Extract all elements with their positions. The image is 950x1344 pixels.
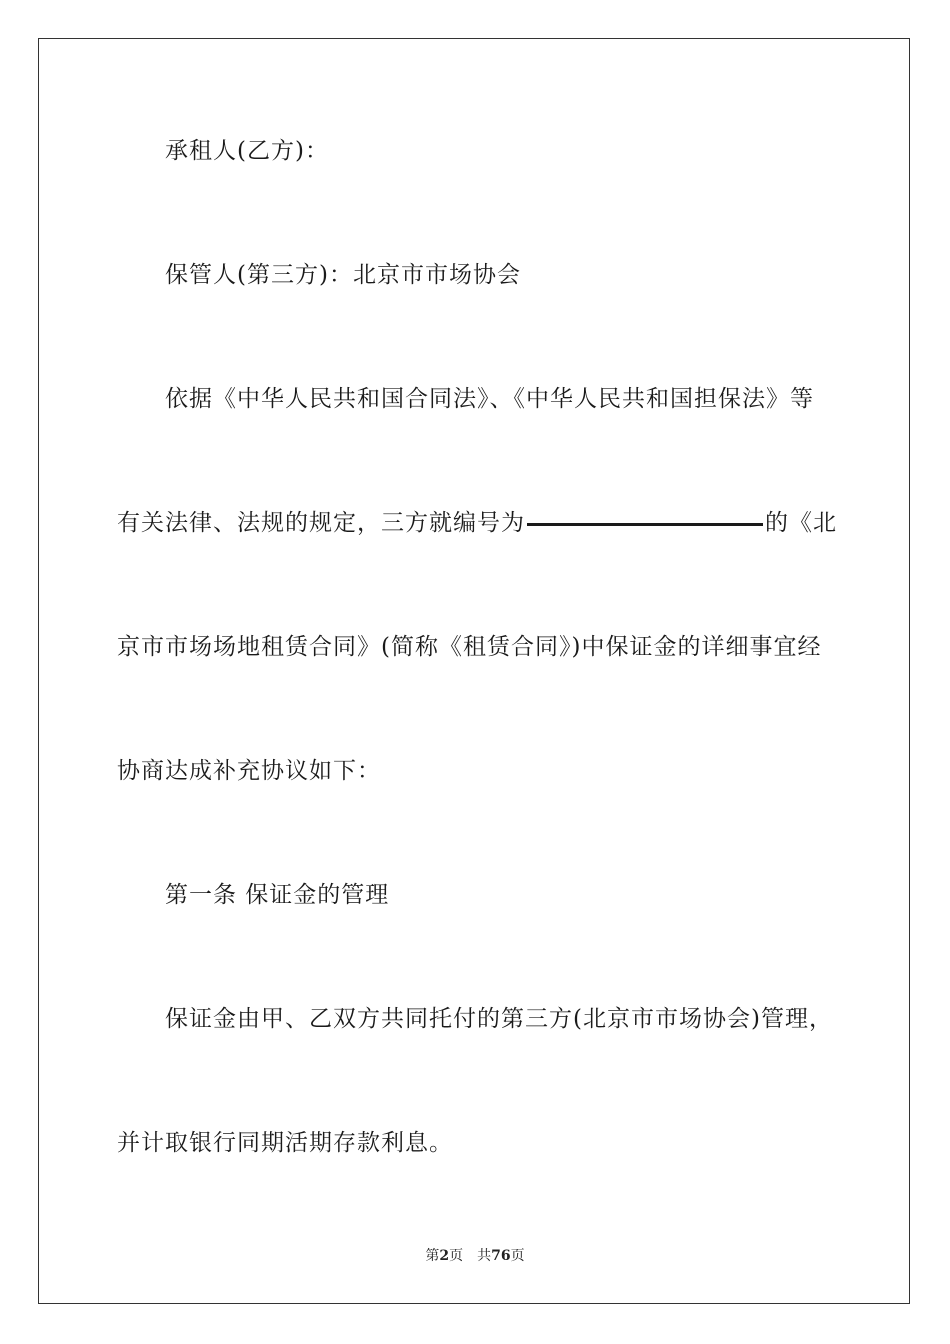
basis-paragraph-line-4: 协商达成补充协议如下： [117, 758, 381, 784]
basis-paragraph-line-2 [117, 508, 837, 538]
basis-paragraph-line-1: 依据《中华人民共和国合同法》、《中华人民共和国担保法》等 [165, 386, 814, 412]
article-1-title: 第一条 保证金的管理 [165, 882, 390, 908]
total-suffix: 页 [510, 1248, 525, 1264]
page-footer [0, 1246, 950, 1266]
custodian-line: 保管人(第三方)：北京市市场协会 [165, 262, 521, 288]
basis-line-2-prefix: 有关法律、法规的规定，三方就编号为 [117, 510, 525, 536]
page-prefix: 第 [425, 1248, 440, 1264]
article-1-line-2: 并计取银行同期活期存款利息。 [117, 1130, 453, 1156]
basis-line-2-suffix: 的《北 [765, 510, 837, 536]
lessee-line: 承租人(乙方)： [165, 138, 329, 164]
page-border [38, 38, 910, 1304]
total-prefix: 共 [477, 1248, 492, 1264]
basis-paragraph-line-3: 京市市场场地租赁合同》(简称《租赁合同》)中保证金的详细事宜经 [117, 634, 822, 660]
contract-number-blank [527, 523, 763, 526]
total-pages: 76 [491, 1248, 511, 1264]
article-1-line-1: 保证金由甲、乙双方共同托付的第三方(北京市市场协会)管理， [165, 1006, 833, 1032]
page-number: 2 [439, 1248, 450, 1264]
page-suffix: 页 [449, 1248, 464, 1264]
